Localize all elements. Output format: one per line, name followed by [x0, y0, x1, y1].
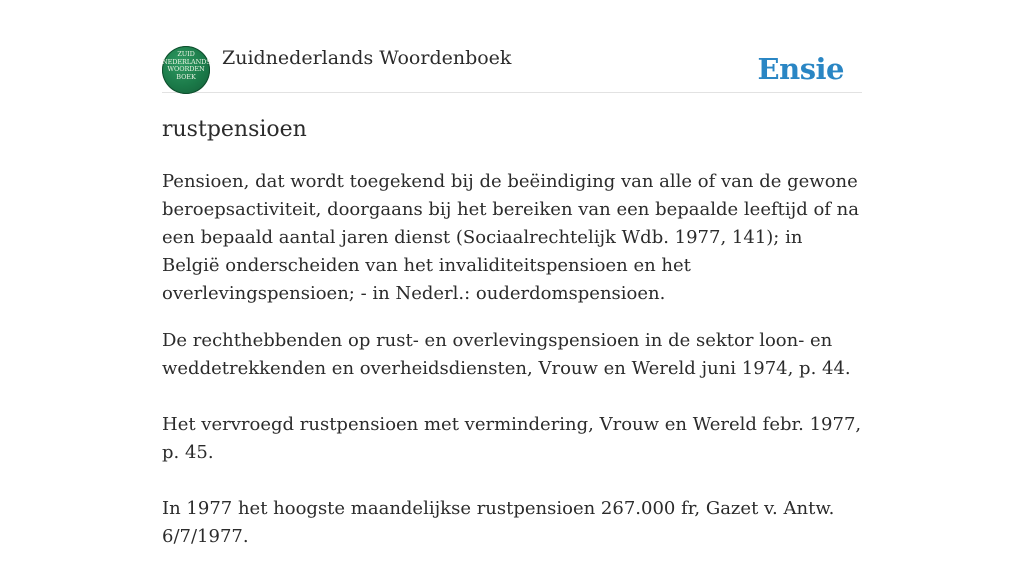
site-title-link[interactable]: Zuidnederlands Woordenboek [222, 47, 512, 69]
entry-headword: rustpensioen [162, 117, 307, 142]
logo-line: WOORDEN [167, 65, 205, 73]
site-header [162, 46, 862, 93]
logo-line: BOEK [176, 72, 196, 81]
entry-definition: Pensioen, dat wordt toegekend bij de beëindiging van alle of van de gewone beroepsactiviteit, doorgaans bij het bereiken van een bepaalde leeftijd of na een bepaald aantal jaren dienst (Sociaalrechtelijk Wdb. 1977, 141); in België onderscheiden van het invaliditeitspensioen en het overlevingspensioen; - in Nederl.: ouderdomspensioen. [162, 171, 859, 304]
entry-example: Het vervroegd rustpensioen met vermindering, Vrouw en Wereld febr. 1977, p. 45. [162, 414, 862, 463]
logo-line: NEDERLANDS [162, 57, 211, 66]
entry-example: De rechthebbenden op rust- en overlevingspensioen in de sektor loon- en weddetrekkenden en overheidsdiensten, Vrouw en Wereld juni 1974, p. 44. [162, 330, 851, 379]
entry-example: In 1977 het hoogste maandelijkse rustpensioen 267.000 fr, Gazet v. Antw. 6/7/1977. [162, 498, 835, 547]
site-logo[interactable] [162, 46, 210, 94]
logo-line: ZUID [177, 50, 195, 58]
brand-logo-link[interactable]: Ensie [757, 52, 844, 86]
entry-content [162, 168, 862, 579]
logo-wordmark [162, 51, 210, 81]
